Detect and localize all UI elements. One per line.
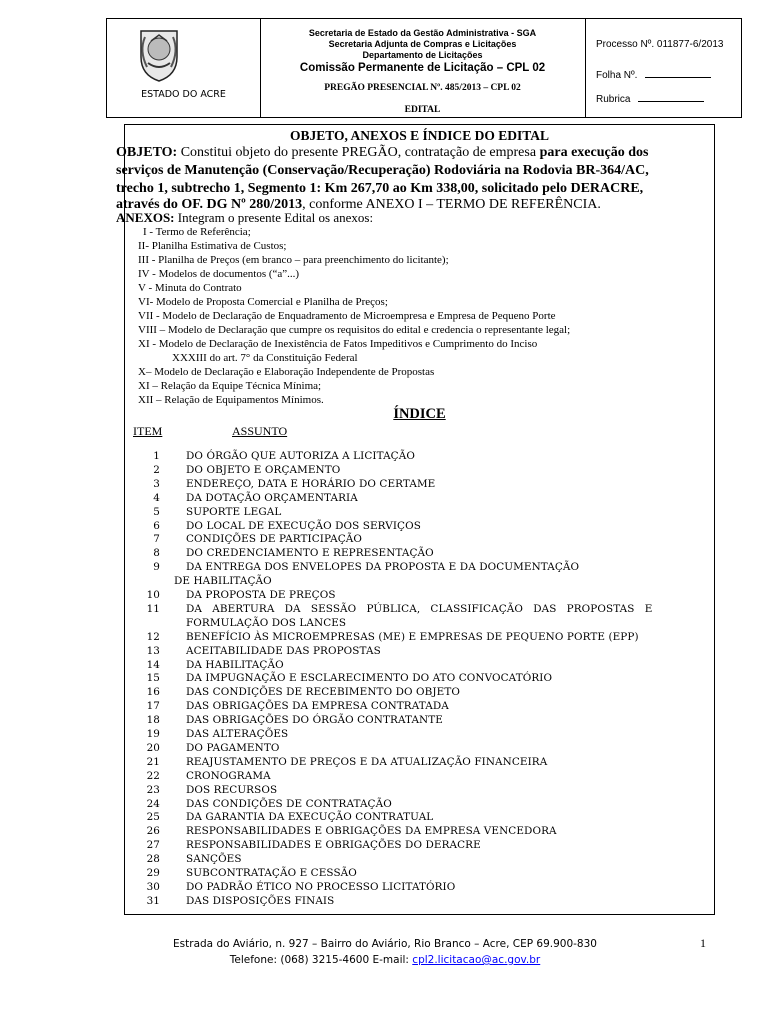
index-item-number: 16: [146, 686, 160, 699]
index-item-subject: REAJUSTAMENTO DE PREÇOS E DA ATUALIZAÇÃO FINANCEIRA: [186, 755, 548, 768]
index-item-subject: ENDEREÇO, DATA E HORÁRIO DO CERTAME: [186, 477, 436, 490]
index-item-number: 6: [153, 519, 160, 532]
index-item-subject: DAS ALTERAÇÕES: [186, 728, 289, 740]
index-item-subject: DA ABERTURA DA SESSÃO PÚBLICA, CLASSIFICAÇÃO DAS PROPOSTAS E: [186, 602, 653, 615]
anexo-item: X– Modelo de Declaração e Elaboração Independente de Propostas: [138, 366, 435, 378]
anexo-item: III - Planilha de Preços (em branco – para preenchimento do licitante);: [138, 254, 449, 266]
anexos-heading: [116, 210, 373, 226]
index-item-number: 13: [146, 644, 160, 657]
anexo-item: II- Planilha Estimativa de Custos;: [138, 240, 287, 252]
index-item-subject: RESPONSABILIDADES E OBRIGAÇÕES DO DERACRE: [186, 839, 481, 852]
page-footer: [0, 936, 770, 968]
index-item-subject: SUBCONTRATAÇÃO E CESSÃO: [186, 867, 357, 879]
index-item-subject: DO LOCAL DE EXECUÇÃO DOS SERVIÇOS: [186, 519, 421, 532]
index-item-subject: DO PAGAMENTO: [186, 741, 280, 754]
index-item-number: 27: [146, 839, 160, 852]
objeto-text-bold: serviços de Manutenção (Conservação/Recuperação) Rodoviária na Rodovia BR-364/AC,: [116, 163, 649, 178]
footer-email-link[interactable]: cpl2.licitacao@ac.gov.br: [412, 954, 541, 966]
index-item-subject: DE HABILITAÇÃO: [174, 575, 272, 588]
index-item-number: 23: [146, 783, 160, 796]
anexo-item: XI - Modelo de Declaração de Inexistência de Fatos Impeditivos e Cumprimento do Inciso: [138, 338, 538, 350]
section-title: OBJETO, ANEXOS E ÍNDICE DO EDITAL: [289, 128, 550, 143]
objeto-line-2: [116, 162, 649, 180]
index-item-number: 17: [146, 700, 160, 713]
index-item-subject: DA ENTREGA DOS ENVELOPES DA PROPOSTA E DA DOCUMENTAÇÃO: [186, 561, 580, 574]
organization-block: [260, 28, 585, 75]
document-header: [106, 18, 742, 118]
index-item-subject: DAS DISPOSIÇÕES FINAIS: [186, 894, 335, 907]
state-name: ESTADO DO ACRE: [141, 89, 226, 100]
index-item-subject: SANÇÕES: [186, 853, 242, 866]
index-item-subject: DA GARANTIA DA EXECUÇÃO CONTRATUAL: [186, 811, 434, 824]
index-item-subject: CONDIÇÕES DE PARTICIPAÇÃO: [186, 533, 362, 546]
anexos-intro: Integram o presente Edital os anexos:: [177, 210, 374, 225]
index-item-subject: DA PROPOSTA DE PREÇOS: [186, 589, 336, 601]
state-seal-icon: [135, 27, 183, 83]
anexo-item: XII – Relação de Equipamentos Mínimos.: [138, 394, 324, 406]
index-item-subject: DA IMPUGNAÇÃO E ESCLARECIMENTO DO ATO CONVOCATÓRIO: [186, 672, 553, 685]
index-item-number: 15: [146, 672, 160, 685]
index-item-number: 29: [146, 867, 160, 879]
page-number: 1: [700, 936, 706, 950]
index-item-number: 12: [146, 630, 160, 643]
org-line: Secretaria Adjunta de Compras e Licitações: [328, 39, 517, 49]
index-item-number: 10: [146, 589, 160, 601]
index-item-number: 24: [146, 797, 160, 810]
objeto-text-bold: através do OF. DG Nº 280/2013: [116, 197, 303, 212]
objeto-text-bold: para execução dos: [539, 145, 649, 160]
anexo-item: V - Minuta do Contrato: [138, 282, 242, 294]
index-item-number: 31: [146, 894, 160, 907]
index-item-subject: BENEFÍCIO ÀS MICROEMPRESAS (ME) E EMPRESAS DE PEQUENO PORTE (EPP): [186, 630, 639, 643]
index-item-number: 7: [153, 533, 160, 546]
index-item-subject: DAS OBRIGAÇÕES DO ÓRGÃO CONTRATANTE: [186, 714, 443, 727]
rubrica-field: [596, 93, 704, 105]
anexo-item: XXXIII do art. 7° da Constituição Federal: [172, 352, 358, 364]
pregao-number: PREGÃO PRESENCIAL Nº. 485/2013 – CPL 02: [324, 83, 521, 93]
index-item-subject: DO OBJETO E ORÇAMENTO: [186, 463, 341, 476]
objeto-label: OBJETO:: [116, 145, 178, 160]
objeto-line-1: [116, 144, 648, 162]
index-item-subject: CRONOGRAMA: [186, 769, 271, 782]
index-item-subject: FORMULAÇÃO DOS LANCES: [186, 616, 347, 629]
anexo-item: XI – Relação da Equipe Técnica Mínima;: [138, 380, 322, 392]
index-item-number: 3: [153, 477, 160, 490]
index-item-subject: DO ÓRGÃO QUE AUTORIZA A LICITAÇÃO: [186, 450, 415, 462]
index-item-subject: DOS RECURSOS: [186, 783, 278, 796]
anexo-item: VIII – Modelo de Declaração que cumpre os requisitos do edital e credencia o representante legal;: [138, 324, 571, 336]
org-line: Departamento de Licitações: [362, 50, 483, 60]
footer-address: Estrada do Aviário, n. 927 – Bairro do Aviário, Rio Branco – Acre, CEP 69.900-830: [173, 938, 597, 950]
commission-name: Comissão Permanente de Licitação – CPL 02: [299, 62, 546, 74]
index-item-subject: DA DOTAÇÃO ORÇAMENTARIA: [186, 491, 358, 504]
rubrica-label: Rubrica: [596, 94, 631, 105]
index-item-number: 25: [146, 811, 160, 824]
index-item-subject: DO CREDENCIAMENTO E REPRESENTAÇÃO: [186, 547, 434, 560]
index-item-number: 5: [153, 505, 160, 518]
index-item-subject: DAS CONDIÇÕES DE RECEBIMENTO DO OBJETO: [186, 686, 461, 699]
index-item-number: 4: [153, 491, 160, 504]
index-item-subject: ACEITABILIDADE DAS PROPOSTAS: [186, 644, 381, 657]
folha-field: [596, 69, 711, 81]
index-item-subject: DA HABILITAÇÃO: [186, 658, 284, 671]
anexos-label: ANEXOS:: [116, 210, 175, 225]
footer-phone: Telefone: (068) 3215-4600 E-mail:: [229, 954, 409, 966]
index-item-subject: SUPORTE LEGAL: [186, 505, 282, 518]
edital-label: EDITAL: [404, 105, 441, 115]
index-item-subject: DO PADRÃO ÉTICO NO PROCESSO LICITATÓRIO: [186, 880, 456, 893]
index-col-subject: ASSUNTO: [232, 424, 288, 438]
process-cell: [585, 19, 742, 117]
index-item-subject: DAS CONDIÇÕES DE CONTRATAÇÃO: [186, 797, 392, 810]
index-item-number: 18: [146, 714, 160, 727]
org-line: Secretaria de Estado da Gestão Administrativa - SGA: [308, 28, 537, 38]
folha-label: Folha Nº.: [596, 70, 638, 81]
index-item-number: 11: [146, 602, 160, 615]
index-item-number: 2: [153, 463, 160, 476]
footer-contact: [0, 952, 770, 968]
index-item-number: 22: [146, 769, 160, 782]
index-item-subject: RESPONSABILIDADES E OBRIGAÇÕES DA EMPRESA VENCEDORA: [186, 825, 557, 838]
index-item-number: 28: [146, 853, 160, 866]
index-item-number: 9: [153, 561, 160, 574]
anexo-item: VII - Modelo de Declaração de Enquadramento de Microempresa e Empresa de Pequeno Porte: [138, 310, 556, 322]
index-item-number: 14: [146, 658, 160, 671]
folha-blank: [645, 69, 711, 78]
objeto-text-bold: trecho 1, subtrecho 1, Segmento 1: Km 267,70 ao Km 338,00, solicitado pelo DERACRE,: [116, 181, 644, 196]
process-number: Processo Nº. 011877-6/2013: [596, 39, 724, 50]
index-item-number: 8: [153, 547, 160, 560]
index-item-number: 1: [153, 450, 160, 462]
index-item-number: 30: [146, 880, 160, 893]
index-item-subject: DAS OBRIGAÇÕES DA EMPRESA CONTRATADA: [186, 700, 449, 713]
objeto-text: Constitui objeto do presente PREGÃO, contratação de empresa: [180, 145, 540, 160]
index-item-number: 21: [146, 755, 160, 768]
rubrica-blank: [638, 93, 704, 102]
index-item-number: 20: [146, 741, 160, 754]
state-cell: [107, 19, 261, 117]
objeto-tail: , conforme ANEXO I – TERMO DE REFERÊNCIA.: [302, 197, 601, 212]
anexo-item: I - Termo de Referência;: [143, 226, 251, 238]
index-item-number: 26: [146, 825, 160, 838]
anexo-item: IV - Modelos de documentos (“a”...): [138, 268, 300, 280]
index-col-item: ITEM: [133, 424, 163, 438]
anexo-item: VI- Modelo de Proposta Comercial e Planilha de Preços;: [138, 296, 388, 308]
index-item-number: 19: [146, 728, 160, 740]
index-title: ÍNDICE: [393, 406, 446, 422]
